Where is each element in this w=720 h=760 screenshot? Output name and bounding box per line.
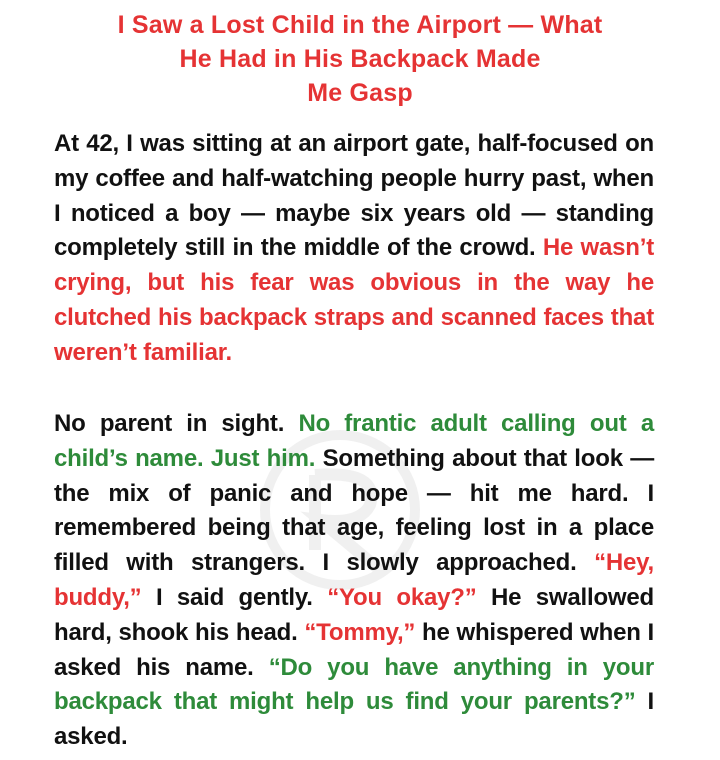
title-line: Me Gasp (307, 79, 413, 107)
dialogue-red-text: “You okay?” (327, 583, 477, 611)
highlight-red-text: He wasn’t crying, but his fear was obvious in the way he clutched his backpack straps and scanned faces that weren’t familiar. (54, 234, 654, 366)
paragraph-text: At 42, I was sitting at an airport gate, half-focused on my coffee and half-watching people hurry past, when I noticed a boy — maybe six years old — standing completely still in the middle of the crowd. (54, 130, 654, 262)
paragraph-text: he whispered when I asked his name. (54, 618, 655, 681)
story-paragraph-2 (54, 407, 654, 755)
story-paragraph-1 (54, 127, 654, 371)
title-line: I Saw a Lost Child in the Airport — What (117, 11, 603, 39)
paragraph-text: I said gently. (141, 583, 328, 611)
highlight-green-text: No frantic adult calling out a child’s name. Just him. (54, 410, 654, 472)
article-title (40, 8, 680, 110)
paragraph-text: Something about that look — the mix of panic and hope — hit me hard. I remembered being that age, feeling lost in a place filled with strangers. I slowly approached. (54, 444, 654, 577)
paragraph-text: I asked. (54, 688, 654, 751)
title-line: He Had in His Backpack Made (179, 45, 541, 73)
paragraph-text: He swallowed hard, shook his head. (54, 583, 654, 646)
dialogue-green-text: “Do you have anything in your backpack that might help us find your parents?” (54, 653, 654, 716)
paragraph-text: No parent in sight. (54, 410, 299, 437)
dialogue-red-text: “Tommy,” (304, 618, 416, 646)
dialogue-red-text: “Hey, buddy,” (54, 549, 654, 611)
